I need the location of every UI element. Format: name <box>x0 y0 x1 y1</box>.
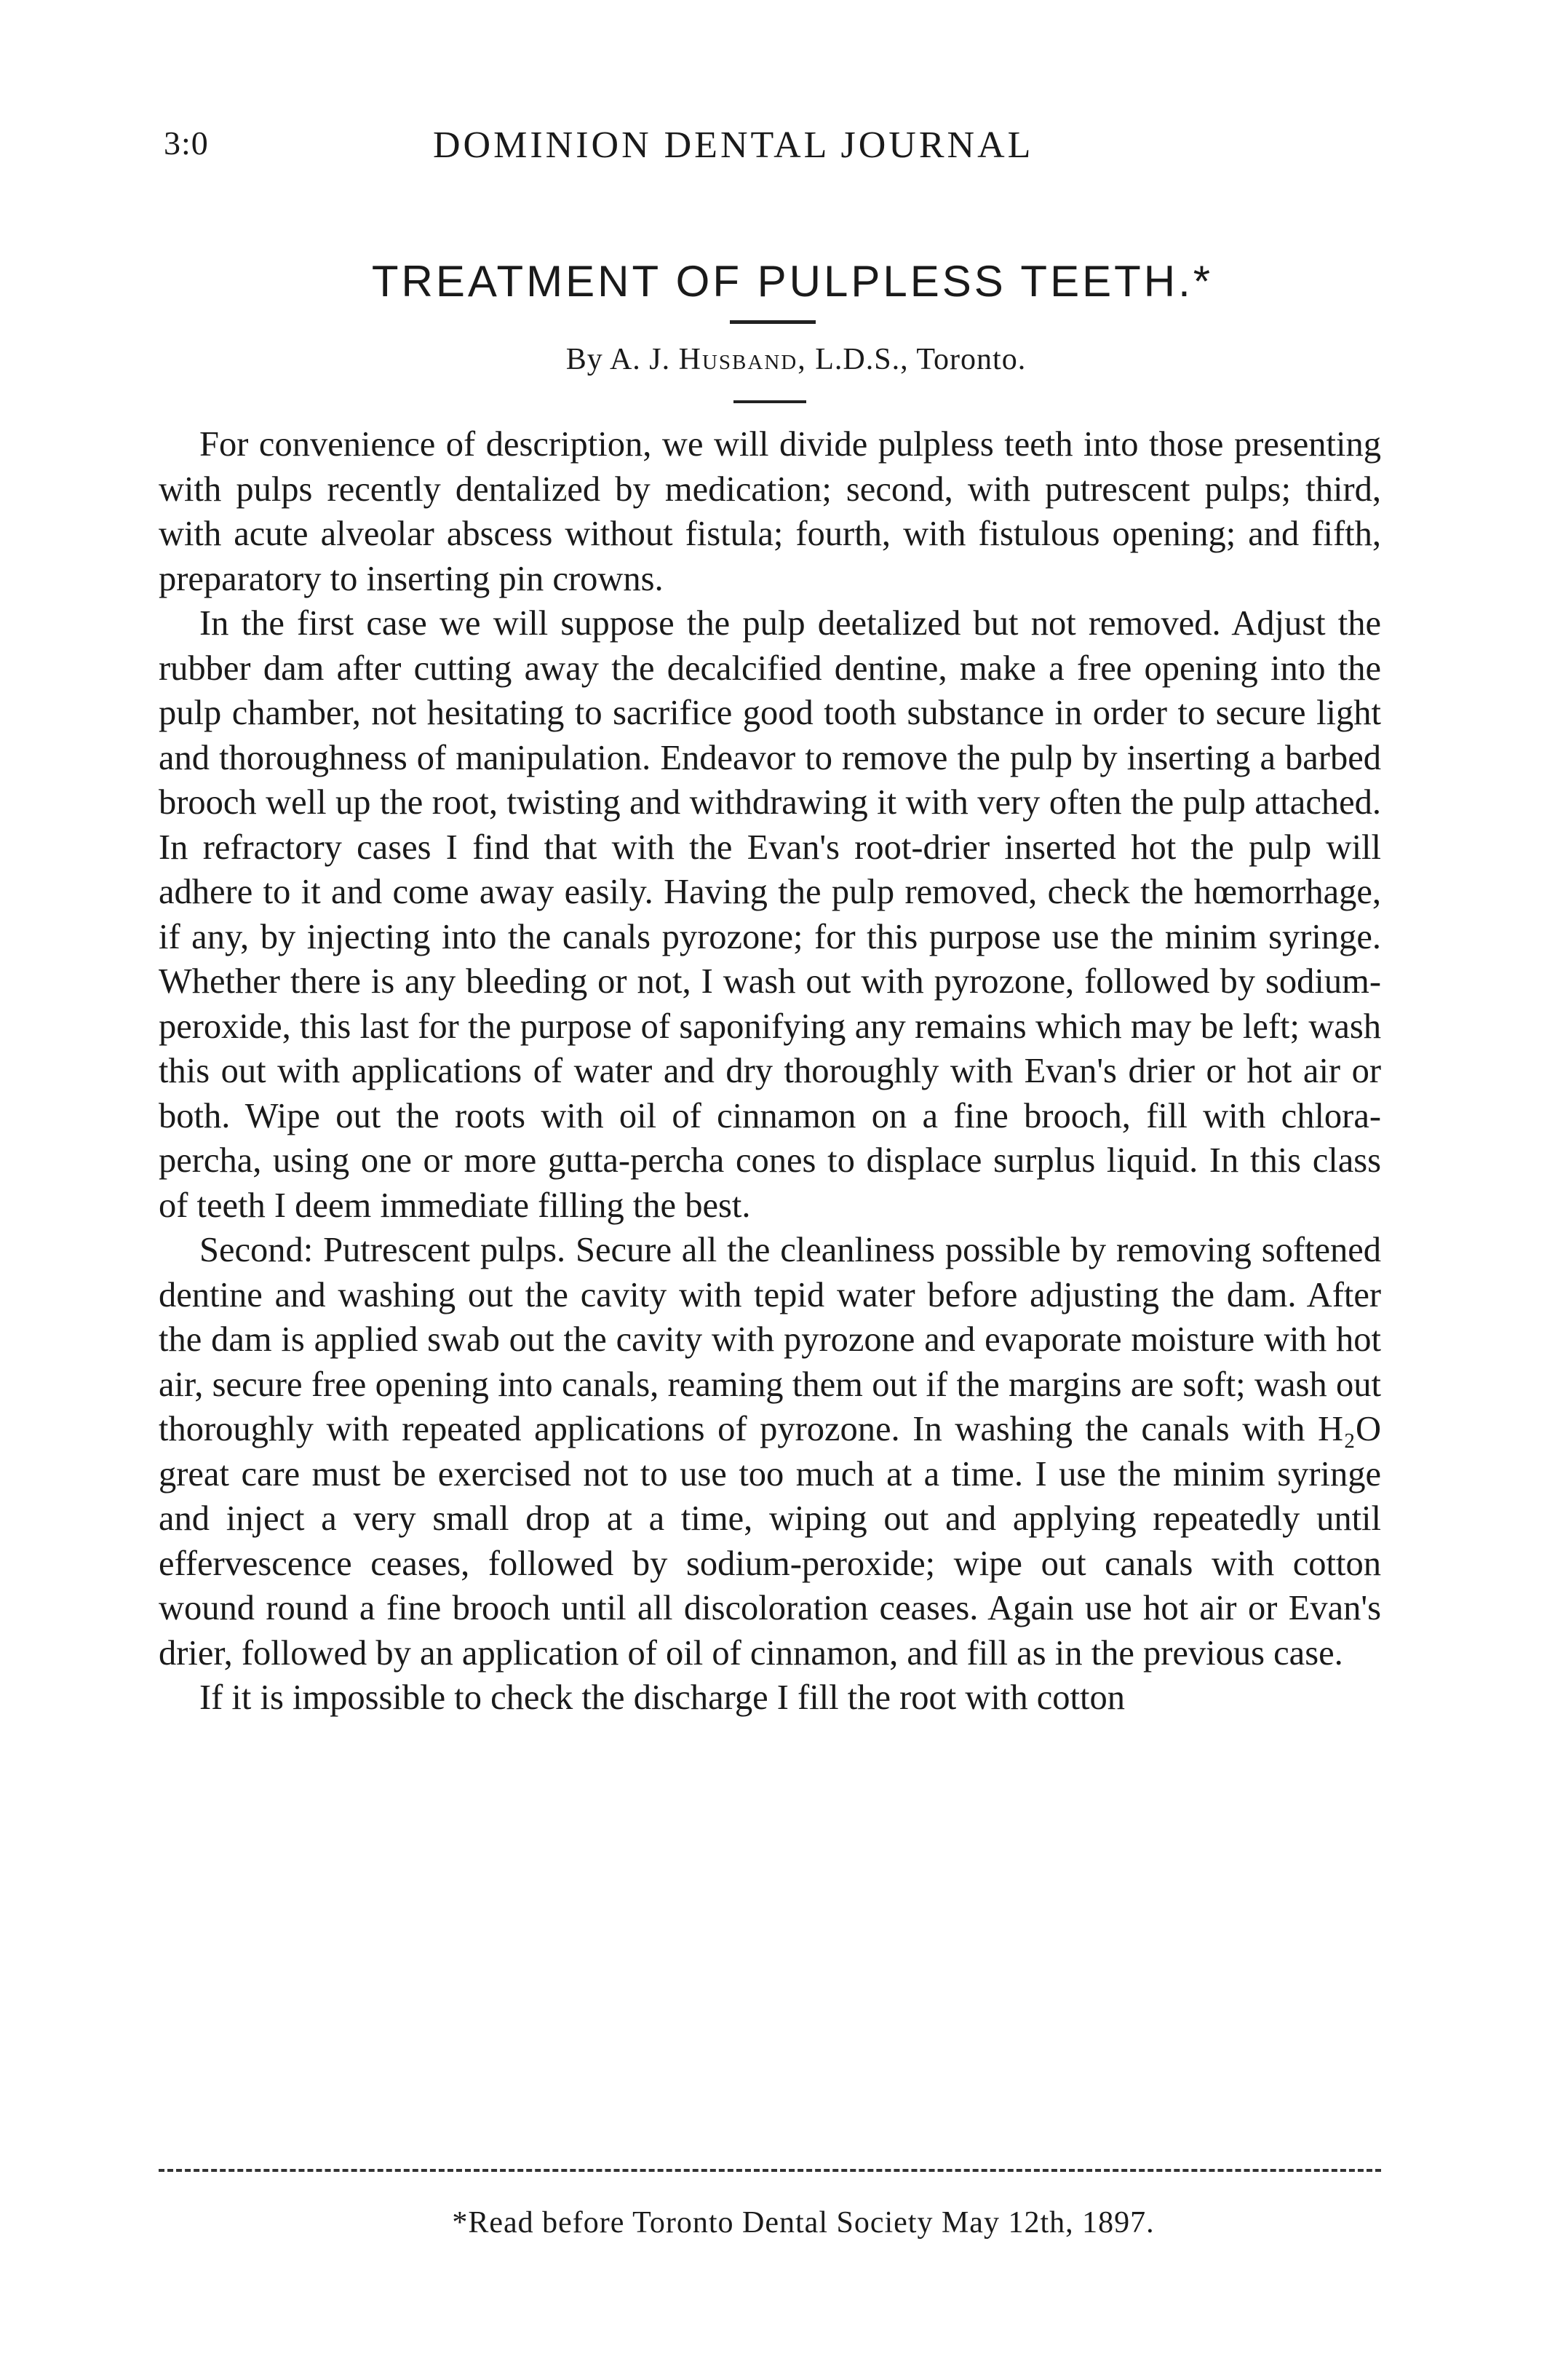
paragraph-first-case: In the first case we will suppose the pulp deetalized but not removed. Adjust the rubber dam after cutting away the decalcified dentine, make a free opening into the pulp chamber, not hesitating to sacrifice good tooth substance in order to secure light and thoroughness of manipulation. Endeavor to remove the pulp by inserting a barbed brooch well up the root, twisting and withdrawing it with very often the pulp attached. In refractory cases I find that with the Evan's root-drier inserted hot the pulp will adhere to it and come away easily. Having the pulp removed, check the hœmorrhage, if any, by injecting into the canals pyrozone; for this purpose use the minim syringe. Whether there is any bleeding or not, I wash out with pyrozone, followed by sodium-peroxide, this last for the purpose of saponifying any remains which may be left; wash this out with applications of water and dry thoroughly with Evan's drier or hot air or both. Wipe out the roots with oil of cinnamon on a fine brooch, fill with chlora-percha, using one or more gutta-percha cones to displace surplus liquid. In this class of teeth I deem immediate filling the best. <box>159 604 1381 1225</box>
footnote-divider <box>159 2169 1381 2172</box>
page-number: 3:0 <box>164 124 209 162</box>
paragraph-continued: If it is impossible to check the discharge I fill the root with cotton <box>199 1678 1125 1717</box>
byline-suffix: L.D.S., Toronto. <box>806 343 1027 376</box>
article-body <box>159 422 1381 1721</box>
running-head <box>164 124 1379 167</box>
author-name: Husband, <box>678 343 807 376</box>
article-title: TREATMENT OF PULPLESS TEETH.* <box>371 257 1214 306</box>
footnote: *Read before Toronto Dental Society May 12th, 1897. <box>452 2206 1155 2240</box>
byline <box>0 342 1563 377</box>
byline-rule <box>733 400 806 403</box>
paragraph-intro: For convenience of description, we will divide pulpless teeth into those presenting with pulps recently dentalized by medication; second, with putrescent pulps; third, with acute alveolar abscess without fistula; fourth, with fistulous opening; and fifth, preparatory to inserting pin crowns. <box>159 425 1381 598</box>
paragraph-second-case: Second: Putrescent pulps. Secure all the cleanliness possible by removing softened dentine and washing out the cavity with tepid water before adjusting the dam. After the dam is applied swab out the cavity with pyrozone and evaporate moisture with hot air, secure free opening into canals, reaming them out if the margins are soft; wash out thoroughly with repeated applications of pyrozone. In washing the canals with H₂O great care must be exercised not to use too much at a time. I use the minim syringe and inject a very small drop at a time, wiping out and applying repeatedly until effervescence ceases, followed by sodium-peroxide; wipe out canals with cotton wound round a fine brooch until all discoloration ceases. Again use hot air or Evan's drier, followed by an application of oil of cinnamon, and fill as in the previous case. <box>159 1231 1381 1673</box>
byline-prefix: By A. J. <box>565 343 679 376</box>
title-rule <box>730 320 816 324</box>
journal-name: DOMINION DENTAL JOURNAL <box>433 124 1034 166</box>
